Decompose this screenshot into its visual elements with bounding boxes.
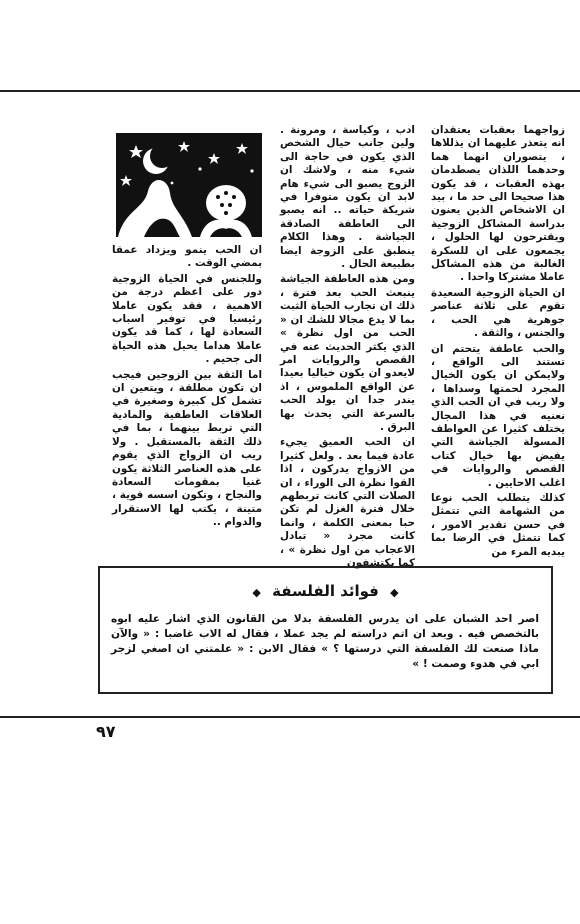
box-heading [100,582,551,600]
paragraph: اما الثقة بين الزوجين فيجب ان تكون مطلقة ، ويتعين ان تشمل كل كبيرة وصغيرة في العلاقات العاطفية والمادية التي تربط بينهما ، بما في ذلك الثقة بالمستقبل . ولا ريب ان الزواج الذي يقوم على هذه العناصر الثلاثة يكون غنيا بمقومات السعادة والنجاح ، وتكون اسسه قوية ، متينة ، يكتب لها الاستقرار والدوام .. [112,368,262,529]
paragraph: كذلك يتطلب الحب نوعا من الشهامة التي تتمثل في حسن تقدير الامور ، كما تتمثل في الرضا بما يبديه المرء من [431,491,565,558]
article-column-middle [280,124,415,569]
philosophy-anecdote-box [98,566,553,694]
page-number: ٩٧ [96,722,116,741]
diamond-bullet-icon: ◆ [252,586,261,599]
bottom-rule [0,716,580,718]
diamond-bullet-icon: ◆ [390,586,399,599]
paragraph: ان الحب ينمو ويزداد عمقا بمضي الوقت . [112,244,262,270]
paragraph: ان الحب العميق يجيء عادة فيما بعد . ولعل كثيرا من الازواج يدركون ، اذا القوا نظرة الى الوراء ، ان الصلات التي كانت تربطهم خلال فترة الغزل لم تكن حبا بمعنى الكلمة ، وانما كانت مجرد « تبادل الاعجاب من اول نظرة » ، كما يكتشفون [280,436,415,569]
article-column-left [112,244,262,552]
top-rule [0,90,580,92]
paragraph: ومن هذه العاطفة الجياشة ينبعث الحب بعد فترة ، ذلك ان تجارب الحياة الثبت بما لا يدع مجالا للشك ان « الحب من اول نظرة » الذي يكثر الحديث عنه في القصص والروايات امر لايعدو ان يكون خياليا بعيدا عن الواقع الملموس ، اذ يندر جدا ان يولد الحب بالسرعة التي يحدث بها البرق . [280,273,415,433]
moon-stars-illustration-icon [114,131,264,239]
box-title: فوائد الفلسفة [272,582,379,600]
paragraph: والحب عاطفة يتحتم ان تستند الى الواقع ، ولايمكن ان يكون الخيال المجرد لحمتها وسداها ، ولا ريب في ان الحب الذي نعنيه في هذا المجال يختلف كثيرا عن العواطف المسولة الجياشة التي يفيض بها خيال كتاب القصص والروايات في اغلب الاحايين . [431,342,565,489]
article-column-right [431,124,565,558]
paragraph: ان الحياة الزوجية السعيدة تقوم على ثلاثة عناصر جوهرية هي الحب ، والجنس ، والثقة . [431,286,565,340]
paragraph: وللجنس في الحياة الزوجية دور على اعظم درجة من الاهمية ، فقد يكون عاملا رئيسيا في توفير اسباب السعادة لها ، كما قد يكون عاملا هداما يحيل هذه الحياة الى جحيم . [112,272,262,366]
paragraph: زواجهما بعقبات يعتقدان انه يتعذر عليهما ان يذللاها ، يتصوران انهما هما وحدهما اللذان يصطدمان بهذه العقبات ، قد يكون هذا صحيحا الى حد ما ، بيد ان الاشخاص الذين يعنون بدراسة المشاكل الزوجية ويقترحون لها الحلول ، يجمعون على ان للسكرة الغالبة من هذه المشاكل عاملا مشتركا واحدا . [431,124,565,284]
paragraph: ادب ، وكياسة ، ومرونة . ولين جانب حيال الشخص الذي يكون في حاجة الى شيء منه ، ولاشك ان الزوج يصبو الى شيء هام لابد ان يكون متوفرا في شريكة حياته .. انه يصبو الى العاطفة الصادقة الجياشة . وهذا الكلام ينطبق على الزوجة ايضا بطبيعة الحال . [280,124,415,271]
box-text: اصر احد الشبان على ان يدرس الفلسفة بدلا من القانون الذي اشار عليه ابوه بالتخصص فيه . وبعد ان اتم دراسته لم يجد عملا ، فقال له الاب غاضبا : « والآن ماذا صنعت لك الفلسفة التي درستها ؟ » فقال الابن : « علمتني ان اصغي لزجر ابي في هدوء وصمت ! » [111,613,539,670]
